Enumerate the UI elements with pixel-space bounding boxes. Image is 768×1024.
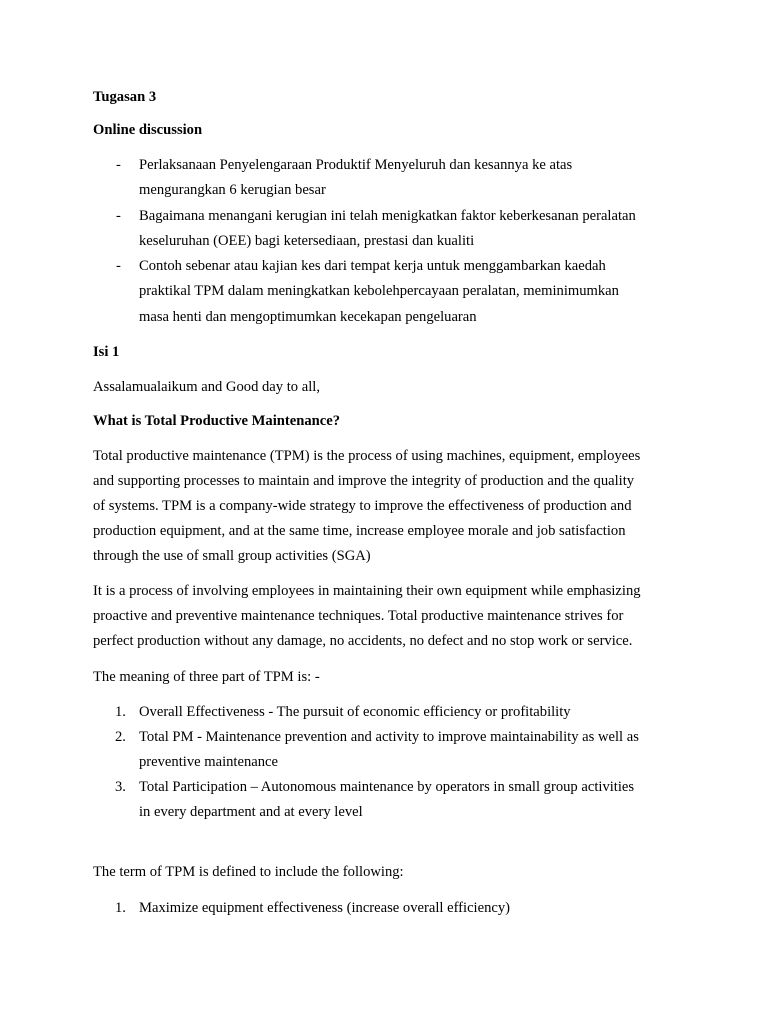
meaning-item-2-line-1: Total PM - Maintenance prevention and activity to improve maintainability as well as — [139, 729, 639, 745]
task-2-line-2: keseluruhan (OEE) bagi ketersediaan, prestasi dan kualiti — [139, 233, 475, 249]
para1-line: of systems. TPM is a company-wide strategy to improve the effectiveness of production and — [93, 498, 632, 514]
para1-line: production equipment, and at the same time, increase employee morale and job satisfaction — [93, 523, 626, 539]
meaning-item-2-line-2: preventive maintenance — [139, 754, 278, 770]
section-title: Isi 1 — [93, 344, 120, 360]
term-item-1-line-1: Maximize equipment effectiveness (increase overall efficiency) — [139, 900, 511, 916]
para1-line: through the use of small group activities (SGA) — [93, 548, 371, 564]
meaning-intro: The meaning of three part of TPM is: - — [93, 669, 320, 685]
list-number: 2. — [115, 729, 126, 745]
bullet-marker: - — [116, 157, 121, 173]
question-heading: What is Total Productive Maintenance? — [93, 413, 341, 429]
para2-line: perfect production without any damage, no accidents, no defect and no stop work or service. — [93, 633, 633, 649]
para2-line: It is a process of involving employees in maintaining their own equipment while emphasizing — [93, 583, 641, 599]
task-3-line-2: praktikal TPM dalam meningkatkan kebolehpercayaan peralatan, meminimumkan — [139, 283, 619, 299]
greeting-text: Assalamualaikum and Good day to all, — [93, 379, 320, 395]
meaning-item-3-line-1: Total Participation – Autonomous maintenance by operators in small group activities — [139, 779, 635, 795]
para1-line: Total productive maintenance (TPM) is the process of using machines, equipment, employees — [93, 448, 641, 464]
list-number: 1. — [115, 704, 126, 720]
term-intro: The term of TPM is defined to include the following: — [93, 864, 404, 880]
bullet-marker: - — [116, 258, 121, 274]
task-2-line-1: Bagaimana menangani kerugian ini telah menigkatkan faktor keberkesanan peralatan — [139, 208, 636, 224]
list-number: 1. — [115, 900, 126, 916]
task-1-line-2: mengurangkan 6 kerugian besar — [139, 182, 326, 198]
para2-line: proactive and preventive maintenance techniques. Total productive maintenance strives for — [93, 608, 624, 624]
meaning-item-1-line-1: Overall Effectiveness - The pursuit of economic efficiency or profitability — [139, 704, 571, 720]
assignment-heading: Tugasan 3 — [93, 89, 157, 105]
task-3-line-1: Contoh sebenar atau kajian kes dari tempat kerja untuk menggambarkan kaedah — [139, 258, 606, 274]
task-3-line-3: masa henti dan mengoptimumkan kecekapan pengeluaran — [139, 309, 477, 325]
online-discussion-heading: Online discussion — [93, 122, 203, 138]
bullet-marker: - — [116, 208, 121, 224]
para1-line: and supporting processes to maintain and improve the integrity of production and the quality — [93, 473, 635, 489]
meaning-item-3-line-2: in every department and at every level — [139, 804, 363, 820]
list-number: 3. — [115, 779, 126, 795]
task-1-line-1: Perlaksanaan Penyelengaraan Produktif Menyeluruh dan kesannya ke atas — [139, 157, 573, 173]
